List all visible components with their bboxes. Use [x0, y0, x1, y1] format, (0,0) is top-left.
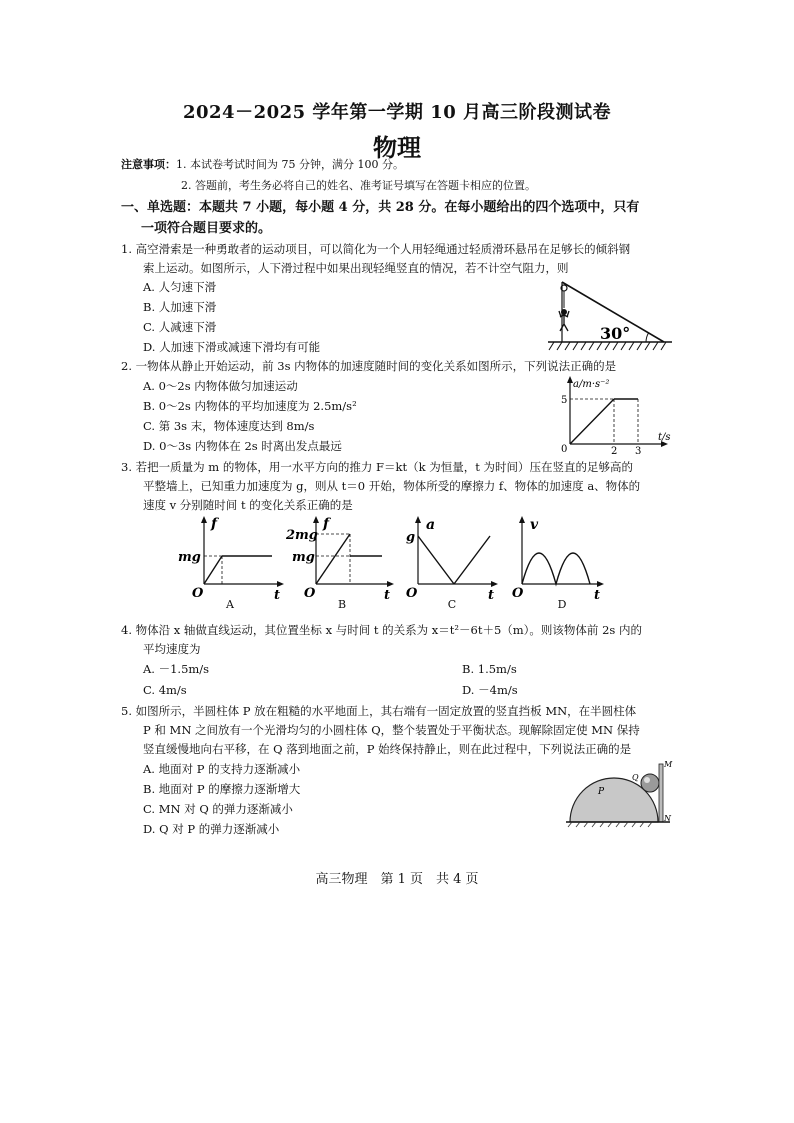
- subject-title: 物理: [373, 133, 421, 162]
- q5-q-label: Q: [632, 773, 639, 782]
- q5-p-label: P: [598, 787, 605, 797]
- q3-graph-d: [508, 512, 612, 600]
- q3-label-c: C: [447, 598, 457, 611]
- q5-cylinder-figure: [566, 758, 674, 828]
- notice-item-1: 1. 本试卷考试时间为 75 分钟，满分 100 分。: [176, 158, 404, 171]
- q3b-level-label: mg: [292, 550, 315, 565]
- q3-stem-2: 平整墙上，已知重力加速度为 g，则从 t＝0 开始，物体所受的摩擦力 f、物体的加速度 a、物体的: [143, 479, 641, 493]
- q3c-x-label: t: [488, 588, 495, 600]
- q5-m-label: M: [664, 760, 673, 769]
- q5-option-a: A. 地面对 P 的支持力逐渐减小: [143, 762, 301, 776]
- q2-x-tick-3: 3: [635, 446, 642, 456]
- q3c-origin: O: [406, 586, 418, 600]
- q1-stem-1: 1. 高空滑索是一种勇敢者的运动项目，可以简化为一个人用轻绳通过轻质滑环悬吊在足够长的倾斜钢: [121, 242, 631, 256]
- q5-stem-1: 5. 如图所示，半圆柱体 P 放在粗糙的水平地面上，其右端有一固定放置的竖直挡板 MN，在半圆柱体: [121, 704, 637, 718]
- q3d-x-label: t: [594, 588, 601, 600]
- q3d-origin: O: [512, 586, 524, 600]
- q2-y-tick: 5: [561, 395, 568, 406]
- q2-y-axis-label: a/m·s⁻²: [573, 379, 610, 390]
- q2-origin: 0: [561, 444, 568, 455]
- q2-option-c: C. 第 3s 末，物体速度达到 8m/s: [143, 419, 315, 433]
- q3-graph-a: [176, 512, 288, 600]
- q3-graph-c: [398, 512, 502, 600]
- section-1-line-1: 一、单选题：本题共 7 小题，每小题 4 分，共 28 分。在每小题给出的四个选项中，只有: [121, 200, 640, 215]
- q4-stem-1: 4. 物体沿 x 轴做直线运动，其位置坐标 x 与时间 t 的关系为 x＝t²－6t＋5（m）。则该物体前 2s 内的: [121, 623, 642, 637]
- q3-label-d: D: [557, 598, 567, 611]
- notice-item-2: 2. 答题前，考生务必将自己的姓名、准考证号填写在答题卡相应的位置。: [181, 179, 536, 192]
- q5-stem-2: P 和 MN 之间放有一个光滑均匀的小圆柱体 Q，整个装置处于平衡状态。现解除固定使 MN 保持: [143, 723, 640, 737]
- q1-option-a: A. 人匀速下滑: [143, 280, 217, 294]
- q5-option-d: D. Q 对 P 的弹力逐渐减小: [143, 822, 280, 836]
- q3a-y-label: f: [211, 516, 218, 532]
- q3a-level-label: mg: [178, 550, 201, 565]
- q3b-top-label: 2mg: [286, 528, 318, 543]
- q1-stem-2: 索上运动。如图所示，人下滑过程中如果出现轻绳竖直的情况，若不计空气阻力，则: [143, 261, 569, 275]
- q2-acceleration-graph: [556, 374, 674, 456]
- q4-option-c: C. 4m/s: [143, 683, 187, 697]
- q3a-x-label: t: [274, 588, 281, 600]
- q3-label-a: A: [226, 598, 234, 611]
- q4-option-d: D. －4m/s: [462, 683, 518, 697]
- q3-stem-3: 速度 v 分别随时间 t 的变化关系正确的是: [143, 498, 353, 512]
- q4-option-b: B. 1.5m/s: [462, 662, 517, 676]
- q3b-origin: O: [304, 586, 316, 600]
- notice-label: 注意事项：: [121, 158, 176, 171]
- q3a-origin: O: [192, 586, 204, 600]
- q5-option-b: B. 地面对 P 的摩擦力逐渐增大: [143, 782, 301, 796]
- section-1-line-2: 一项符合题目要求的。: [141, 221, 272, 236]
- q3b-x-label: t: [384, 588, 391, 600]
- q1-option-c: C. 人减速下滑: [143, 320, 217, 334]
- q1-angle-label: 30°: [600, 324, 631, 343]
- q5-stem-3: 竖直缓慢地向右平移，在 Q 落到地面之前，P 始终保持静止，则在此过程中，下列说法正确的是: [143, 742, 632, 756]
- q3-label-b: B: [337, 598, 347, 611]
- q3c-level-label: g: [406, 530, 416, 545]
- q3d-y-label: v: [530, 517, 539, 533]
- q3-graph-b: [286, 512, 398, 600]
- q5-option-c: C. MN 对 Q 的弹力逐渐减小: [143, 802, 293, 816]
- q1-zipline-figure: [548, 276, 674, 356]
- notice-block: [121, 157, 404, 172]
- q3-stem-1: 3. 若把一质量为 m 的物体，用一水平方向的推力 F＝kt（k 为恒量，t 为时间）压在竖直的足够高的: [121, 460, 633, 474]
- q2-option-d: D. 0～3s 内物体在 2s 时离出发点最远: [143, 439, 342, 453]
- q1-option-d: D. 人加速下滑或减速下滑均有可能: [143, 340, 321, 354]
- q4-stem-2: 平均速度为: [143, 642, 201, 656]
- q3b-y-label: f: [323, 516, 330, 532]
- q5-n-label: N: [664, 814, 671, 823]
- page-footer: 高三物理 第 1 页 共 4 页: [315, 872, 479, 887]
- exam-title: 2024－2025 学年第一学期 10 月高三阶段测试卷: [182, 102, 612, 123]
- q2-x-tick-2: 2: [611, 446, 618, 456]
- q2-option-b: B. 0～2s 内物体的平均加速度为 2.5m/s²: [143, 399, 357, 413]
- q2-x-axis-label: t/s: [658, 432, 671, 443]
- q4-option-a: A. －1.5m/s: [143, 662, 210, 676]
- q1-option-b: B. 人加速下滑: [143, 300, 217, 314]
- q2-stem: 2. 一物体从静止开始运动，前 3s 内物体的加速度随时间的变化关系如图所示，下列说法正确的是: [121, 359, 617, 373]
- q3c-y-label: a: [426, 517, 436, 533]
- q2-option-a: A. 0～2s 内物体做匀加速运动: [143, 379, 298, 393]
